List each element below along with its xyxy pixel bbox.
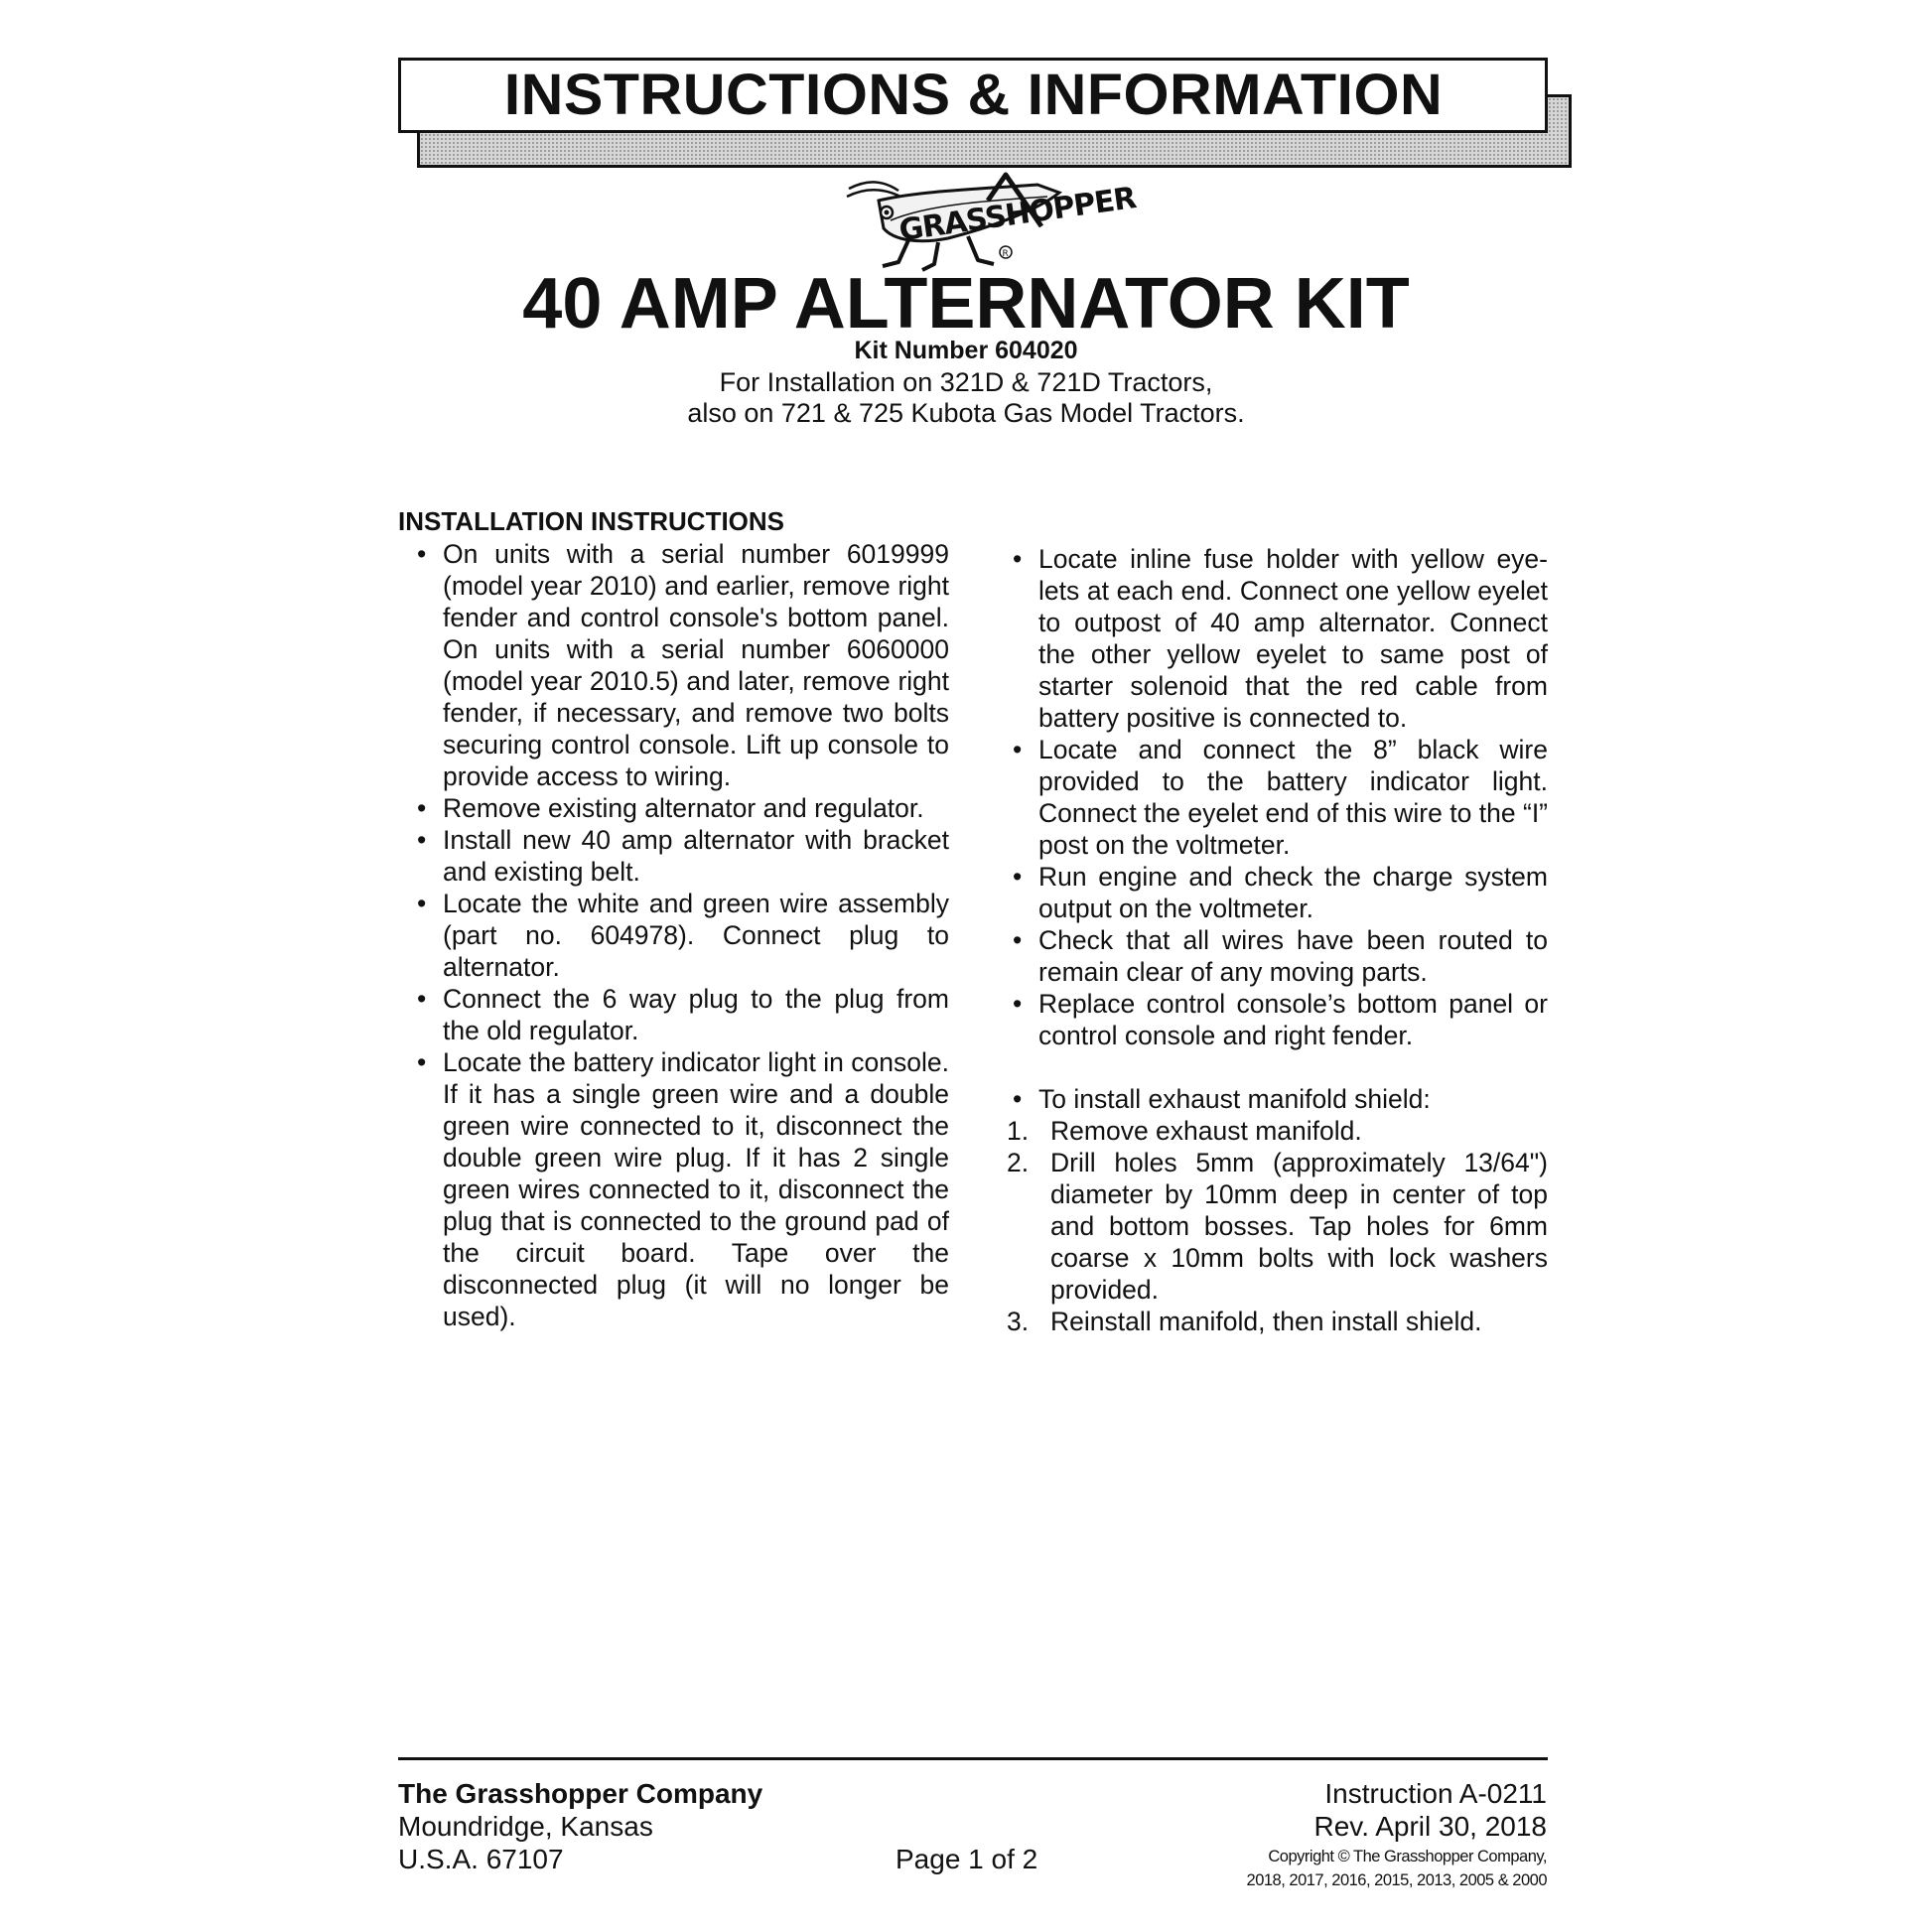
list-item: • Install new 40 amp alternator with bracket and existing belt.: [411, 824, 949, 888]
step-text: Remove exhaust manifold.: [1050, 1116, 1362, 1146]
footer-address: [398, 1777, 762, 1875]
list-item: • Connect the 6 way plug to the plug from the old regulator.: [411, 983, 949, 1046]
spacer: [1007, 1051, 1548, 1083]
list-item: • Locate and connect the 8” black wire provided to the battery indicator light. Connect the eyelet end of this wire to the “I” post on the voltmeter.: [1007, 734, 1548, 861]
footer-document-info: [1247, 1777, 1547, 1892]
subtitle-line-1: For Installation on 321D & 721D Tractors,: [719, 367, 1213, 397]
step-number: 2.: [1007, 1148, 1030, 1177]
right-column: [1007, 543, 1548, 1337]
step-item: [1007, 1115, 1548, 1147]
step-text: Reinstall manifold, then install shield.: [1050, 1307, 1482, 1336]
footer-divider: [398, 1757, 1548, 1760]
list-item: • Locate the battery indicator light in console. If it has a single green wire and a double green wire connected to it, disconnect the double green wire plug. If it has 2 single green wires connected to it, disconnect the plug that is connected to the ground pad of the circuit board. Tape over the disconnected plug (it will no longer be used).: [411, 1046, 949, 1332]
copyright-line-1: Copyright © The Grasshopper Company,: [1268, 1848, 1547, 1865]
list-item: • Locate inline fuse holder with yellow eyelets at each end. Connect one yellow eyelet to outpost of 40 amp alternator. Connect the other yellow eyelet to same post of starter solenoid that the red cable from battery positive is connected to.: [1007, 543, 1548, 734]
instruction-number: Instruction A-0211: [1324, 1778, 1547, 1809]
banner-title: INSTRUCTIONS & INFORMATION: [503, 63, 1443, 127]
subtitle-line-2: also on 721 & 725 Kubota Gas Model Tractors.: [687, 398, 1245, 428]
right-instruction-list: [1007, 543, 1548, 1051]
kit-number: Kit Number 604020: [854, 337, 1078, 364]
company-name: The Grasshopper Company: [398, 1778, 763, 1809]
left-instruction-list: [411, 538, 949, 1332]
shield-intro-list: [1007, 1083, 1548, 1115]
page-number: Page 1 of 2: [896, 1844, 1038, 1874]
step-text: Drill holes 5mm (approximately 13/64") diameter by 10mm deep in center of top and bottom bosses. Tap holes for 6mm coarse x 10mm bolts with lock washers provided.: [1050, 1148, 1548, 1305]
svg-text:R: R: [1002, 249, 1009, 259]
list-item: • Replace control console’s bottom panel or control console and right fender.: [1007, 988, 1548, 1051]
section-heading: INSTALLATION INSTRUCTIONS: [398, 506, 785, 536]
left-column: [411, 538, 949, 1332]
list-item: • Remove existing alternator and regulator.: [411, 792, 949, 824]
shield-steps: [1007, 1115, 1548, 1337]
company-country-zip: U.S.A. 67107: [398, 1844, 564, 1874]
header-banner: [398, 58, 1548, 133]
svg-text:GRASSHOPPER: GRASSHOPPER: [897, 181, 1139, 249]
step-item: [1007, 1306, 1548, 1337]
shield-intro: • To install exhaust manifold shield:: [1007, 1083, 1548, 1115]
subtitle: [0, 367, 1932, 429]
step-number: 1.: [1007, 1116, 1030, 1146]
list-item: • On units with a serial number 6019999 (model year 2010) and earlier, remove right fender and control console's bottom panel. On units with a serial number 6060000 (model year 2010.5) and later, remove right fender, if necessary, and remove two bolts securing control console. Lift up console to provide access to wiring.: [411, 538, 949, 792]
grasshopper-logo: [839, 171, 1139, 275]
copyright: [1247, 1845, 1547, 1892]
company-city: Moundridge, Kansas: [398, 1811, 653, 1842]
copyright-line-2: 2018, 2017, 2016, 2015, 2013, 2005 & 2000: [1246, 1871, 1547, 1889]
step-number: 3.: [1007, 1307, 1030, 1336]
step-item: [1007, 1147, 1548, 1306]
list-item: • Run engine and check the charge system output on the voltmeter.: [1007, 861, 1548, 924]
list-item: • Check that all wires have been routed to remain clear of any moving parts.: [1007, 924, 1548, 988]
document-title: 40 AMP ALTERNATOR KIT: [522, 264, 1410, 344]
list-item: • Locate the white and green wire assembly (part no. 604978). Connect plug to alternator.: [411, 888, 949, 983]
revision-date: Rev. April 30, 2018: [1313, 1811, 1547, 1842]
